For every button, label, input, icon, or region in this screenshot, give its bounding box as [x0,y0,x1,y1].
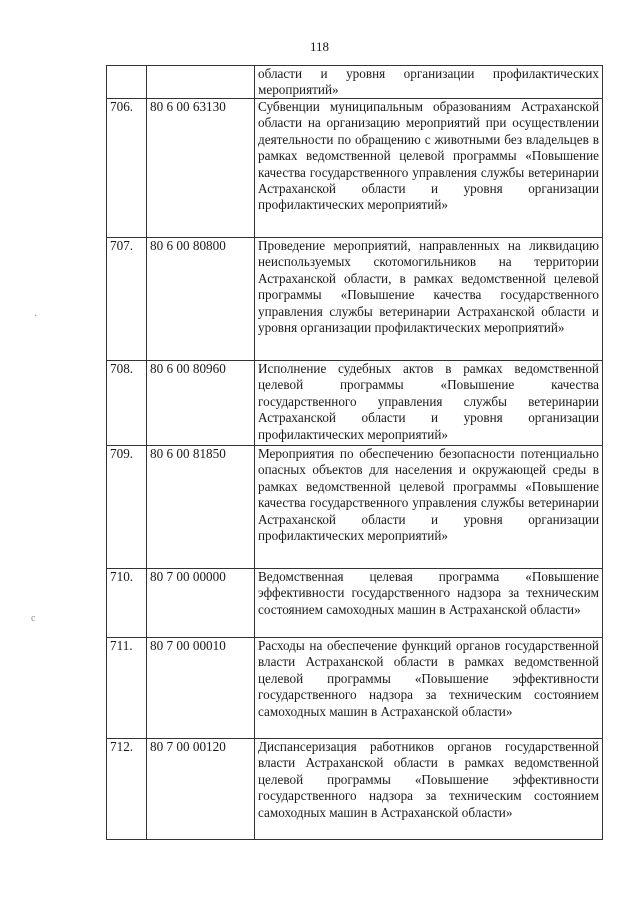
table-row [107,739,603,840]
row-number: 708. [107,361,147,446]
page-number: 118 [309,39,330,54]
scan-speck-mark: · [34,311,38,322]
row-description: Ведомственная целевая программа «Повышение эффективности государственного надзора за техническим состоянием самоходных машин в Астраханской области» [255,569,603,638]
table-row [107,446,603,569]
row-number: 706. [107,99,147,238]
row-code: 80 6 00 81850 [147,446,255,569]
row-code: 80 7 00 00000 [147,569,255,638]
row-number: 711. [107,638,147,739]
row-number: 710. [107,569,147,638]
row-description: Диспансеризация работников органов государственной власти Астраханской области в рамках ведомственной целевой программы «Повышение эффективности государственного надзора за техническим состоянием самоходных машин в Астраханской области» [255,739,603,840]
row-description: Расходы на обеспечение функций органов государственной власти Астраханской области в рамках ведомственной целевой программы «Повышение эффективности государственного надзора за техническим состоянием самоходных машин в Астраханской области» [255,638,603,739]
row-description: Проведение мероприятий, направленных на ликвидацию неиспользуемых скотомогильников на территории Астраханской области, в рамках ведомственной целевой программы «Повышение качества государственного управления службы ветеринарии Астраханской области и уровня организации профилактических мероприятий» [255,238,603,361]
row-description: Исполнение судебных актов в рамках ведомственной целевой программы «Повышение качества государственного управления службы ветеринарии Астраханской области и уровня организации профилактических мероприятий» [255,361,603,446]
row-code [147,66,255,99]
table-row [107,99,603,238]
row-number: 709. [107,446,147,569]
table-row [107,638,603,739]
table-row [107,66,603,99]
row-code: 80 6 00 80960 [147,361,255,446]
row-code: 80 7 00 00010 [147,638,255,739]
row-number: 712. [107,739,147,840]
row-code: 80 7 00 00120 [147,739,255,840]
row-description: области и уровня организации профилактических мероприятий» [255,66,603,99]
row-code: 80 6 00 80800 [147,238,255,361]
row-number [107,66,147,99]
table-row [107,569,603,638]
budget-classification-table [106,65,603,840]
table-row [107,361,603,446]
row-code: 80 6 00 63130 [147,99,255,238]
row-description: Субвенции муниципальным образованиям Астраханской области на организацию мероприятий при осуществлении деятельности по обращению с животными без владельцев в рамках ведомственной целевой программы «Повышение качества государственного управления службы ветеринарии Астраханской области и уровня организации профилактических мероприятий» [255,99,603,238]
row-description: Мероприятия по обеспечению безопасности потенциально опасных объектов для населения и окружающей среды в рамках ведомственной целевой программы «Повышение качества государственного управления службы ветеринарии Астраханской области и уровня организации профилактических мероприятий» [255,446,603,569]
scan-speck-mark: c [31,613,36,624]
table-row [107,238,603,361]
row-number: 707. [107,238,147,361]
